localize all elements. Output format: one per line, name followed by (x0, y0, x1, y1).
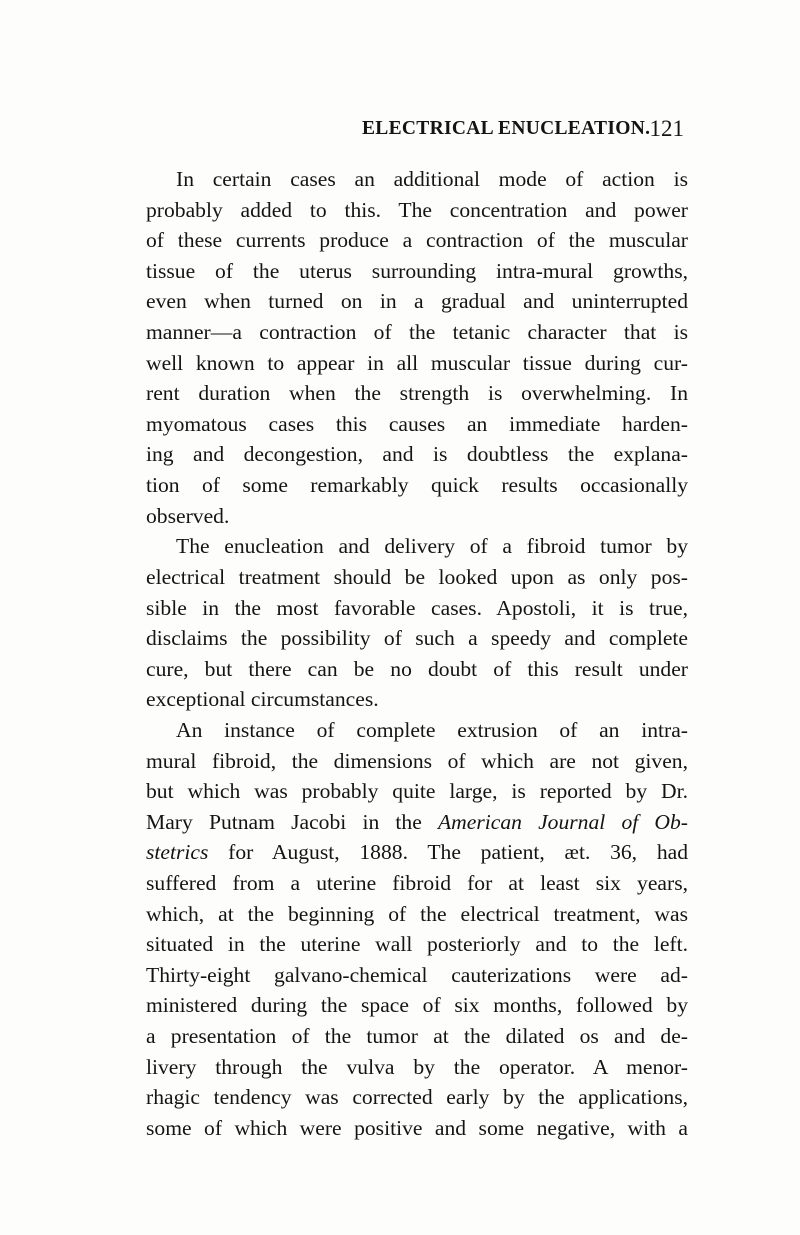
text-line: rent duration when the strength is overwhelming. In (146, 381, 688, 406)
text-line: probably added to this. The concentration and power (146, 197, 688, 222)
text-line: tissue of the uterus surrounding intra-mural growths, (146, 258, 688, 283)
body-text (146, 164, 688, 1144)
text-line: manner—a contraction of the tetanic character that is (146, 320, 688, 345)
text-line: disclaims the possibility of such a speedy and complete (146, 626, 688, 651)
text-line: tion of some remarkably quick results occasionally (146, 473, 688, 498)
text-line: An instance of complete extrusion of an intra- (176, 717, 688, 742)
text-line (146, 807, 688, 838)
text-line: situated in the uterine wall posteriorly and to the left. (146, 932, 688, 957)
text-line: exceptional circumstances. (146, 687, 379, 712)
text-line: but which was probably quite large, is reported by Dr. (146, 779, 688, 804)
page-number: 121 (649, 116, 684, 141)
running-title: ELECTRICAL ENUCLEATION. (362, 118, 651, 139)
text-run: Mary Putnam Jacobi in the (146, 809, 438, 834)
text-line: a presentation of the tumor at the dilated os and de- (146, 1024, 688, 1049)
text-line: observed. (146, 503, 230, 528)
text-line: livery through the vulva by the operator. A menor- (146, 1054, 688, 1079)
text-line: sible in the most favorable cases. Apostoli, it is true, (146, 595, 688, 620)
text-line: ing and decongestion, and is doubtless the explana- (146, 442, 688, 467)
text-line: of these currents produce a contraction of the muscular (146, 228, 688, 253)
text-line: Thirty-eight galvano-chemical cauterizations were ad- (146, 962, 688, 987)
text-line: which, at the beginning of the electrical treatment, was (146, 901, 688, 926)
text-line: suffered from a uterine fibroid for at least six years, (146, 871, 688, 896)
text-line (146, 837, 688, 868)
text-line: The enucleation and delivery of a fibroid tumor by (176, 534, 688, 559)
text-line: some of which were positive and some negative, with a (146, 1115, 688, 1140)
text-line: even when turned on in a gradual and uninterrupted (146, 289, 688, 314)
text-line: mural fibroid, the dimensions of which are not given, (146, 748, 688, 773)
text-line: ministered during the space of six months, followed by (146, 993, 688, 1018)
journal-title: stetrics (146, 840, 209, 865)
text-line: well known to appear in all muscular tissue during cur- (146, 350, 688, 375)
text-line: rhagic tendency was corrected early by the applications, (146, 1085, 688, 1110)
journal-title: American Journal of Ob- (437, 809, 688, 834)
text-line: electrical treatment should be looked upon as only pos- (146, 564, 688, 589)
text-line: myomatous cases this causes an immediate harden- (146, 411, 688, 436)
text-run: for August, 1888. The patient, æt. 36, had (208, 840, 688, 865)
text-line: In certain cases an additional mode of action is (176, 167, 688, 191)
text-line: cure, but there can be no doubt of this result under (146, 656, 688, 681)
running-head (146, 118, 688, 148)
